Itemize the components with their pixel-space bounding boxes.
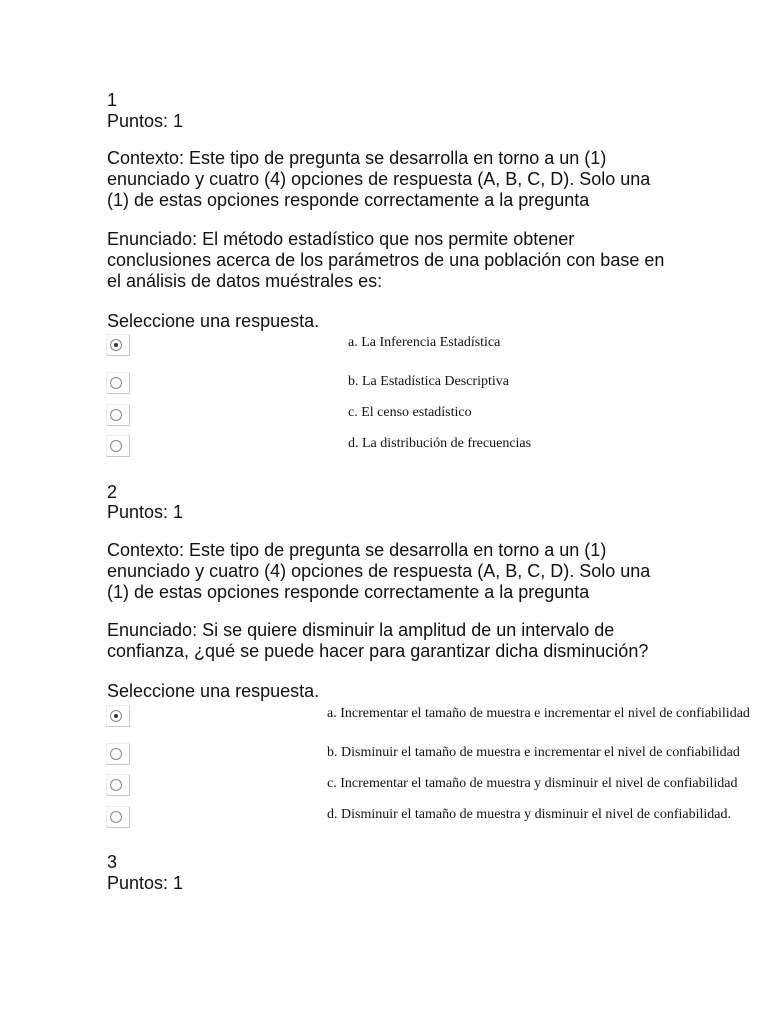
question-2-option-b-radio[interactable]: [106, 743, 130, 765]
radio-unselected-icon: [110, 748, 122, 760]
question-2-points: Puntos: 1: [107, 502, 184, 522]
question-2-option-d-label: d. Disminuir el tamaño de muestra y disminuir el nivel de confiabilidad.: [327, 807, 731, 822]
question-1-statement: Enunciado: El método estadístico que nos permite obtener conclusiones acerca de los parámetros de una población con base en el análisis de datos muéstrales es:: [107, 229, 665, 291]
question-2-option-c-radio[interactable]: [106, 774, 130, 796]
radio-unselected-icon: [110, 811, 122, 823]
radio-unselected-icon: [110, 440, 122, 452]
question-1-option-d-label: d. La distribución de frecuencias: [348, 436, 532, 451]
radio-unselected-icon: [110, 409, 122, 421]
question-1-option-a-radio[interactable]: [106, 334, 130, 356]
question-1-prompt: Seleccione una respuesta.: [107, 311, 320, 331]
radio-selected-icon: [110, 710, 122, 722]
question-1-option-b-radio[interactable]: [106, 372, 130, 394]
question-1-option-a-label: a. La Inferencia Estadística: [348, 335, 501, 350]
question-2-number: 2: [107, 482, 118, 502]
radio-unselected-icon: [110, 377, 122, 389]
question-1-option-c-label: c. El censo estadístico: [348, 405, 472, 420]
radio-selected-icon: [110, 339, 122, 351]
question-2-option-a-radio[interactable]: [106, 705, 130, 727]
question-1-context: Contexto: Este tipo de pregunta se desarrolla en torno a un (1) enunciado y cuatro (4) opciones de respuesta (A, B, C, D). Solo una (1) de estas opciones responde correctamente a la pregunta: [107, 148, 651, 210]
question-2-prompt: Seleccione una respuesta.: [107, 681, 320, 701]
question-3-number: 3: [107, 852, 118, 872]
question-1-option-d-radio[interactable]: [106, 435, 130, 457]
question-1-option-c-radio[interactable]: [106, 404, 130, 426]
question-2-option-a-label: a. Incrementar el tamaño de muestra e incrementar el nivel de confiabilidad: [327, 706, 750, 721]
question-2-option-d-radio[interactable]: [106, 806, 130, 828]
radio-unselected-icon: [110, 779, 122, 791]
question-1-points: Puntos: 1: [107, 111, 184, 131]
question-1-option-b-label: b. La Estadística Descriptiva: [348, 374, 509, 389]
question-2-context: Contexto: Este tipo de pregunta se desarrolla en torno a un (1) enunciado y cuatro (4) opciones de respuesta (A, B, C, D). Solo una (1) de estas opciones responde correctamente a la pregunta: [107, 540, 651, 602]
question-2-option-b-label: b. Disminuir el tamaño de muestra e incrementar el nivel de confiabilidad: [327, 745, 740, 760]
question-2-option-c-label: c. Incrementar el tamaño de muestra y disminuir el nivel de confiabilidad: [327, 776, 738, 791]
question-2-statement: Enunciado: Si se quiere disminuir la amplitud de un intervalo de confianza, ¿qué se puede hacer para garantizar dicha disminución?: [107, 620, 649, 661]
question-3-points: Puntos: 1: [107, 873, 184, 893]
question-1-number: 1: [107, 90, 118, 110]
